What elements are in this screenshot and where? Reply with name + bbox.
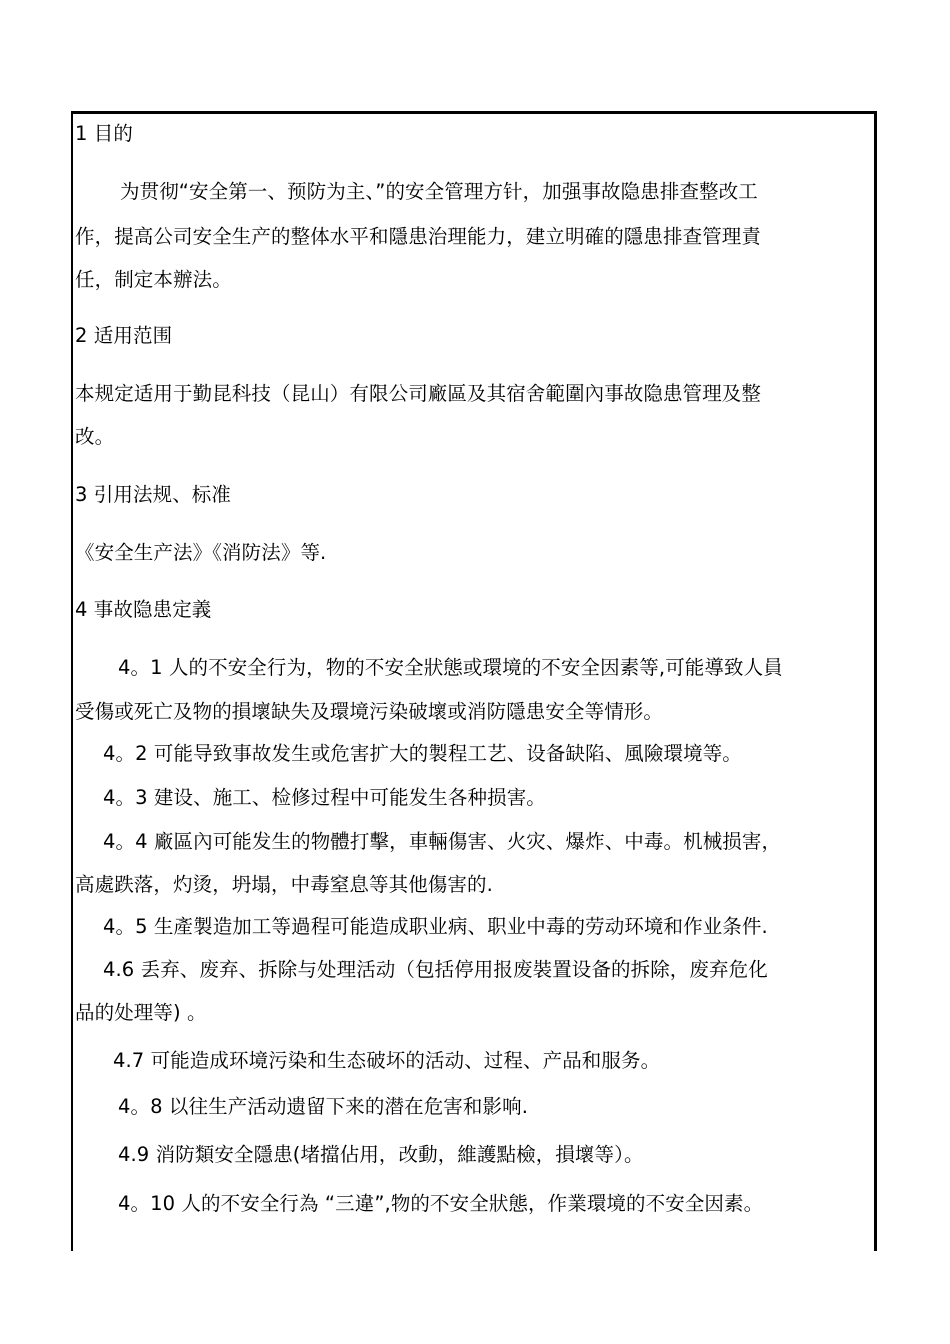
- definition-item: 4。10 人的不安全行為 “三違”,物的不安全狀態，作業環境的不安全因素。: [118, 1192, 764, 1215]
- paragraph-line: 作，提高公司安全生产的整体水平和隱患治理能力，建立明確的隱患排查管理責: [75, 225, 762, 248]
- definition-item: 4.6 丢弃、废弃、拆除与处理活动（包括停用报废裝置设备的拆除，废弃危化: [103, 958, 768, 981]
- definition-item-continued: 高處跌落，灼烫，坍塌，中毒窒息等其他傷害的.: [75, 873, 493, 896]
- paragraph-line: 《安全生产法》《消防法》等.: [75, 541, 327, 564]
- definition-item: 4。2 可能导致事故发生或危害扩大的製程工艺、设备缺陷、風險環境等。: [103, 742, 742, 765]
- paragraph-line: 本规定适用于勤昆科技（昆山）有限公司廠區及其宿舍範圍內事故隐患管理及整: [75, 382, 762, 405]
- definition-item: 4。1 人的不安全行为，物的不安全狀態或環境的不安全因素等,可能導致人員: [118, 656, 783, 679]
- definition-item: 4。8 以往生产活动遗留下来的潜在危害和影响.: [118, 1095, 529, 1118]
- section-heading-purpose: 1 目的: [75, 122, 134, 145]
- section-heading-references: 3 引用法规、标准: [75, 483, 232, 506]
- paragraph-line: 任，制定本辦法。: [75, 268, 232, 291]
- definition-item-continued: 品的处理等) 。: [75, 1001, 207, 1024]
- section-heading-scope: 2 适用范围: [75, 324, 173, 347]
- definition-item: 4。4 廠區內可能发生的物體打擊，車輛傷害、火灾、爆炸、中毒。机械损害，: [103, 830, 782, 853]
- definition-item: 4。3 建设、施工、检修过程中可能发生各种损害。: [103, 786, 546, 809]
- definition-item: 4.7 可能造成环境污染和生态破坏的活动、过程、产品和服务。: [113, 1049, 661, 1072]
- definition-item: 4.9 消防類安全隱患(堵擋佔用，改動，維護點檢，損壞等）。: [118, 1143, 644, 1166]
- definition-item: 4。5 生產製造加工等過程可能造成职业病、职业中毒的劳动环境和作业条件.: [103, 915, 768, 938]
- paragraph-line: 改。: [75, 425, 115, 448]
- definition-item-continued: 受傷或死亡及物的損壞缺失及環境污染破壞或消防隱患安全等情形。: [75, 700, 664, 723]
- section-heading-definitions: 4 事故隐患定義: [75, 598, 212, 621]
- paragraph-line: 为贯彻“安全第一、预防为主、”的安全管理方针，加强事故隐患排查整改工: [120, 180, 758, 203]
